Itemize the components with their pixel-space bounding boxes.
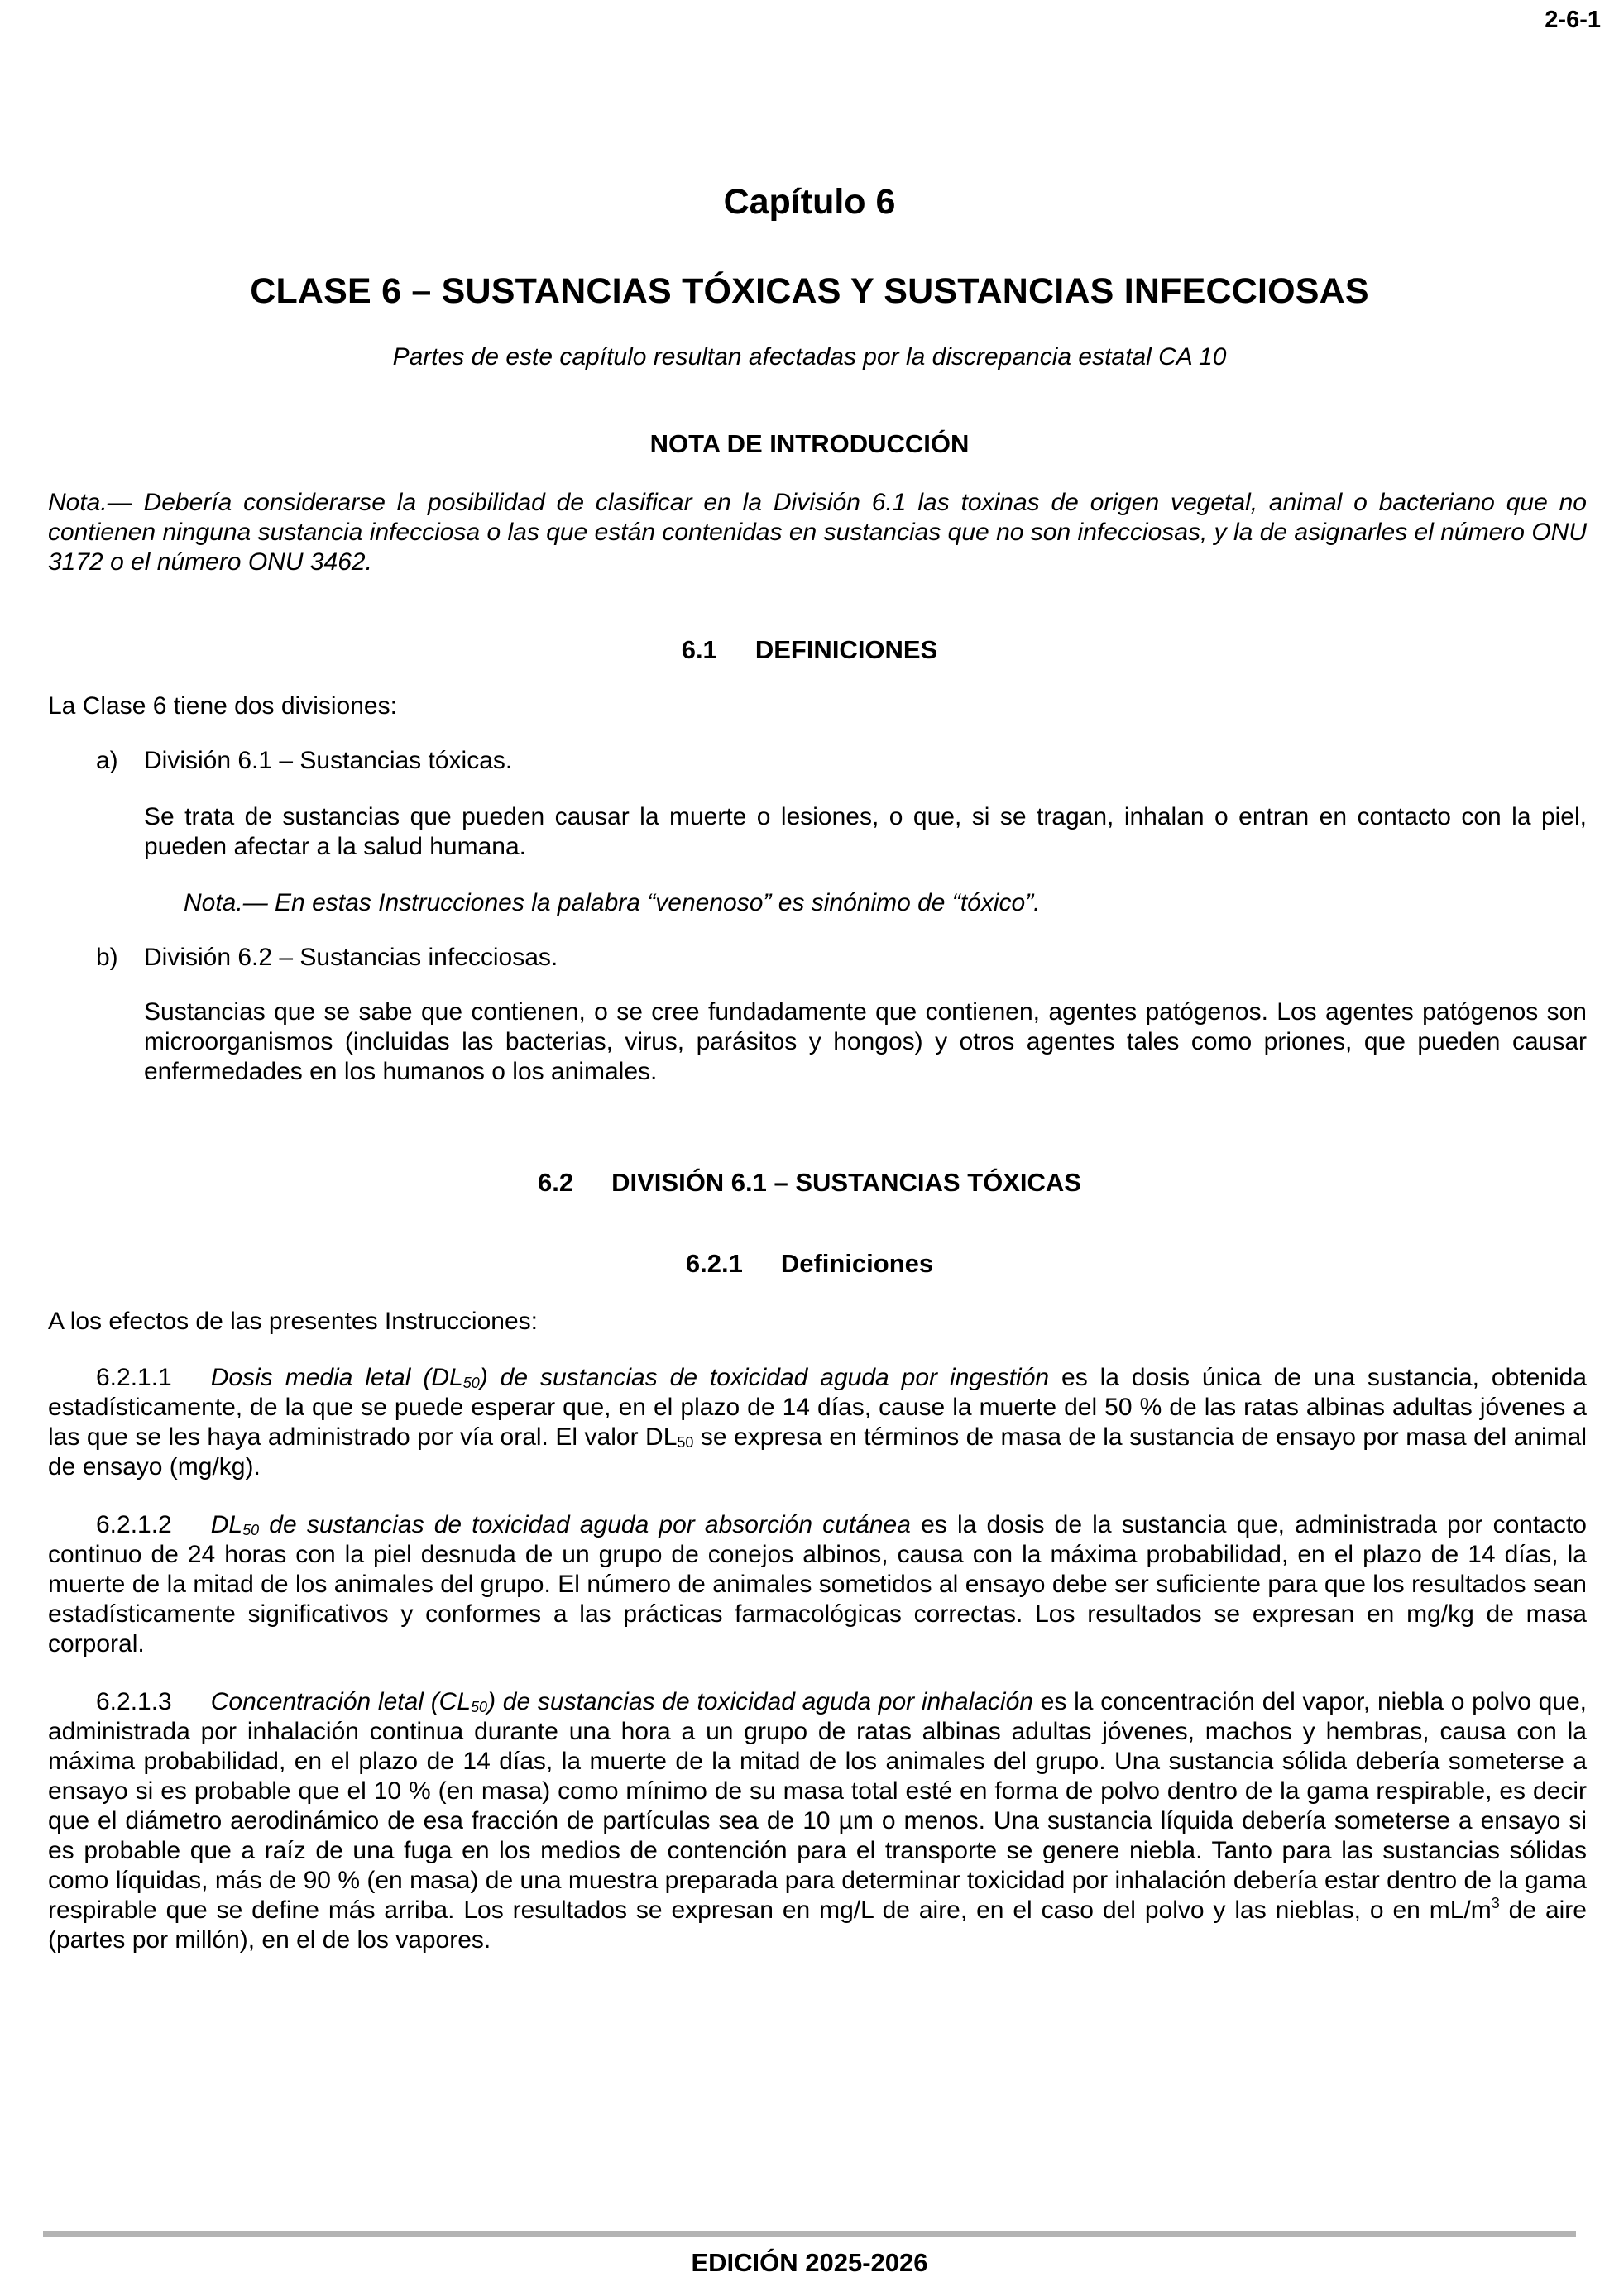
section-number: 6.2 <box>538 1168 574 1197</box>
section-6-1-lead: La Clase 6 tiene dos divisiones: <box>48 692 397 720</box>
page-number: 2-6-1 <box>1545 7 1601 33</box>
subsection-number: 6.2.1 <box>685 1249 743 1278</box>
section-title: DIVISIÓN 6.1 – SUSTANCIAS TÓXICAS <box>611 1168 1081 1197</box>
section-6-2-heading <box>0 1168 1619 1198</box>
defined-term: $DL_{50}$ de sustancias de toxicidad aguda por absorción cutánea <box>210 1511 911 1538</box>
list-label-b: b) <box>96 944 118 971</box>
subsection-6-2-1-heading <box>0 1249 1619 1279</box>
intro-heading: NOTA DE INTRODUCCIÓN <box>649 429 970 458</box>
defined-term: Dosis media letal $(DL_{50})$ de sustancias de toxicidad aguda por ingestión <box>210 1364 1050 1391</box>
paragraph-number: 6.2.1.2 <box>96 1511 172 1538</box>
chapter-heading: Capítulo 6 <box>723 182 896 222</box>
list-label-a: a) <box>96 747 118 774</box>
footer-rule <box>43 2231 1576 2237</box>
discrepancy-note: Partes de este capítulo resultan afectadas por la discrepancia estatal CA 10 <box>392 343 1227 371</box>
division-6-2-title: División 6.2 – Sustancias infecciosas. <box>144 944 558 971</box>
paragraph-6-2-1-1: 6.2.1.1 Dosis media letal $(DL_{50})$ de sustancias de toxicidad aguda por ingestión es la dosis única de una sustancia, obtenida estadísticamente, de la que se puede esperar que, en el plazo de 14 días, cause la muerte del 50 % de las ratas albinas adultas jóvenes a las que se les haya administrado por vía oral. El valor $DL_{50}$ se expresa en términos de masa de la sustancia de ensayo por masa del animal de ensayo (mg/kg). <box>48 1364 1587 1480</box>
division-6-1-note: Nota.— En estas Instrucciones la palabra “venenoso” es sinónimo de “tóxico”. <box>184 889 1041 916</box>
subsection-title: Definiciones <box>780 1249 934 1278</box>
section-number: 6.1 <box>681 635 717 664</box>
intro-note: Nota.— Debería considerarse la posibilidad de clasificar en la División 6.1 las toxinas de origen vegetal, animal o bacteriano que no contienen ninguna sustancia infecciosa o las que están contenidas en sustancias que no son infecciosas, y la de asignarles el número ONU 3172 o el número ONU 3462. <box>48 489 1587 576</box>
edition-footer: EDICIÓN 2025-2026 <box>691 2248 928 2277</box>
chapter-title: CLASE 6 – SUSTANCIAS TÓXICAS Y SUSTANCIAS INFECCIOSAS <box>250 271 1369 311</box>
section-6-1-heading <box>0 635 1619 665</box>
section-title: DEFINICIONES <box>754 635 938 664</box>
division-6-1-title: División 6.1 – Sustancias tóxicas. <box>144 747 513 774</box>
paragraph-number: 6.2.1.3 <box>96 1688 172 1715</box>
paragraph-6-2-1-3: 6.2.1.3 Concentración letal $(CL_{50})$ de sustancias de toxicidad aguda por inhalación es la concentración del vapor, niebla o polvo que, administrada por inhalación continua durante una hora a un grupo de ratas albinas adultas jóvenes, machos y hembras, causa con la máxima probabilidad, en el plazo de 14 días, la muerte de la mitad de los animales del grupo. Una sustancia sólida debería someterse a ensayo si es probable que el 10 % (en masa) como mínimo de su masa total esté en forma de polvo dentro de la gama respirable, es decir que el diámetro aerodinámico de esa fracción de partículas sea de 10 µm o menos. Una sustancia líquida debería someterse a ensayo si es probable que a raíz de una fuga en los medios de contención para el transporte se genere niebla. Tanto para las sustancias sólidas como líquidas, más de 90 % (en masa) de una muestra preparada para determinar toxicidad por inhalación debería estar dentro de la gama respirable que se define más arriba. Los resultados se expresan en mg/L de aire, en el caso del polvo y las nieblas, o en $mL/m^3$ de aire (partes por millón), en el de los vapores. <box>48 1688 1587 1954</box>
paragraph-6-2-1-2: 6.2.1.2 $DL_{50}$ de sustancias de toxicidad aguda por absorción cutánea es la dosis de la sustancia que, administrada por contacto continuo de 24 horas con la piel desnuda de un grupo de conejos albinos, causa con la máxima probabilidad, en el plazo de 14 días, la muerte de la mitad de los animales del grupo. El número de animales sometidos al ensayo debe ser suficiente para que los resultados sean estadísticamente significativos y conformes a las prácticas farmacológicas correctas. Los resultados se expresan en mg/kg de masa corporal. <box>48 1511 1587 1657</box>
paragraph-number: 6.2.1.1 <box>96 1364 172 1391</box>
division-6-1-text: Se trata de sustancias que pueden causar la muerte o lesiones, o que, si se tragan, inhalan o entran en contacto con la piel, pueden afectar a la salud humana. <box>144 803 1587 860</box>
defined-term: Concentración letal $(CL_{50})$ de sustancias de toxicidad aguda por inhalación <box>210 1688 1033 1715</box>
section-6-2-lead: A los efectos de las presentes Instrucciones: <box>48 1308 538 1335</box>
division-6-2-text: Sustancias que se sabe que contienen, o se cree fundadamente que contienen, agentes patógenos. Los agentes patógenos son microorganismos (incluidas las bacterias, virus, parásitos y hongos) y otros agentes tales como priones, que pueden causar enfermedades en los humanos o los animales. <box>144 998 1587 1085</box>
